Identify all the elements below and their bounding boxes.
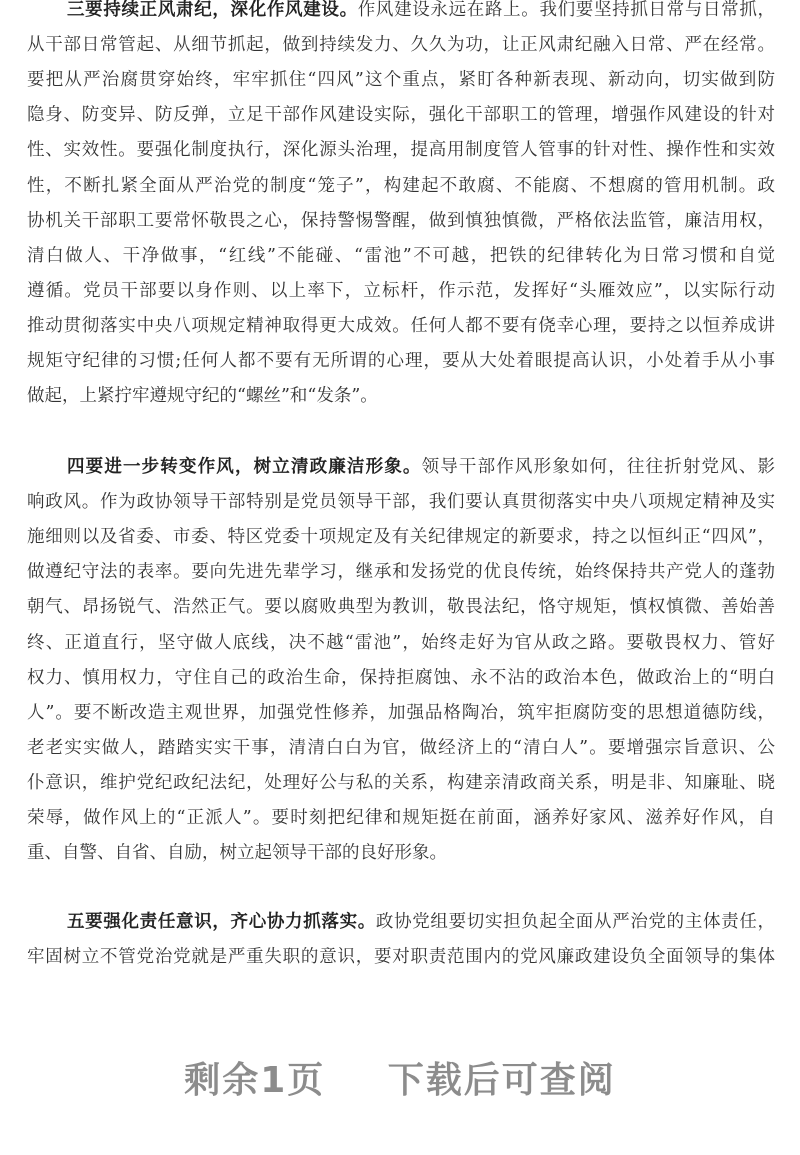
paragraph-line: 荣辱，做作风上的“正派人”。要时刻把纪律和规矩挺在前面，涵养好家风、滋养好作风，自: [27, 808, 775, 828]
paragraph-line: 人”。要不断改造主观世界，加强党性修养，加强品格陶冶，筑牢拒腐防变的思想道德防线，: [27, 702, 775, 723]
paragraph-line: 隐身、防变异、防反弹，立足干部作风建设实际，强化干部职工的管理，增强作风建设的针对: [27, 105, 775, 126]
paragraph-line: 做起，上紧拧牢遵规守纪的“螺丝”和“发条”。: [27, 386, 378, 407]
paragraph-text: 作风建设永远在路上。我们要坚持抓日常与日常抓，: [357, 0, 776, 20]
paragraph-line: 性，不断扎紧全面从严治党的制度“笼子”，构建起不敢腐、不能腐、不想腐的管用机制。政: [27, 175, 775, 196]
paragraph-line: 推动贯彻落实中央八项规定精神取得更大成效。任何人都不要有侥幸心理，要持之以恒养成讲: [27, 315, 775, 336]
paragraph-heading: 三要持续正风肃纪，深化作风建设。: [67, 0, 358, 20]
paragraph-line: 权力、慎用权力，守住自己的政治生命，保持拒腐蚀、永不沾的政治本色，做政治上的“明白: [27, 667, 775, 688]
paragraph-line: 老老实实做人，踏踏实实干事，清清白白为官，做经济上的“清白人”。要增强宗旨意识、公: [27, 737, 775, 758]
paragraph-line: 重、自警、自省、自励，树立起领导干部的良好形象。: [27, 843, 447, 864]
paragraph-line: 朝气、昂扬锐气、浩然正气。要以腐败典型为教训，敬畏法纪，恪守规矩，慎权慎微、善始善: [27, 597, 775, 618]
paragraph-line: 要把从严治腐贯穿始终，牢牢抓住“四风”这个重点，紧盯各种新表现、新动向，切实做到防: [27, 70, 775, 91]
remaining-pages-text: 剩余1页: [184, 1060, 326, 1101]
paragraph-text: 领导干部作风形象如何，往往折射党风、影: [421, 457, 776, 477]
paragraph-line: 终、正道直行，坚守做人底线，决不越“雷池”，始终走好为官从政之路。要敬畏权力、管好: [27, 632, 775, 653]
paragraph-line: 规矩守纪律的习惯;任何人都不要有无所谓的心理，要从大处着眼提高认识，小处着手从小事: [27, 351, 775, 371]
paragraph-first-line: [67, 904, 775, 940]
paragraph-line: 性、实效性。要强化制度执行，深化源头治理，提高用制度管人管事的针对性、操作性和实效: [27, 140, 775, 161]
paragraph-line: 施细则以及省委、市委、特区党委十项规定及有关纪律规定的新要求，持之以恒纠正“四风”，: [27, 527, 775, 548]
paragraph-first-line: [67, 449, 775, 485]
paragraph-line: 协机关干部职工要常怀敬畏之心，保持警惕警醒，做到慎独慎微，严格依法监管，廉洁用权，: [27, 210, 775, 231]
paragraph-line: 从干部日常管起、从细节抓起，做到持续发力、久久为功，让正风肃纪融入日常、严在经常。: [27, 35, 775, 56]
download-banner[interactable]: [0, 1052, 800, 1103]
paragraph-first-line: [67, 0, 775, 28]
paragraph-line: 仆意识，维护党纪政纪法纪，处理好公与私的关系，构建亲清政商关系，明是非、知廉耻、晓: [27, 772, 775, 793]
paragraph-line: 清白做人、干净做事，“红线”不能碰、“雷池”不可越，把铁的纪律转化为日常习惯和自觉: [27, 245, 775, 266]
paragraph-line: 响政风。作为政协领导干部特别是党员领导干部，我们要认真贯彻落实中央八项规定精神及实: [27, 492, 775, 513]
paragraph-line: 做遵纪守法的表率。要向先进先辈学习，继承和发扬党的优良传统，始终保持共产党人的蓬勃: [27, 562, 775, 583]
download-prompt-text: 下载后可查阅: [387, 1060, 616, 1101]
paragraph-line: 遵循。党员干部要以身作则、以上率下，立标杆，作示范，发挥好“头雁效应”，以实际行动: [27, 280, 775, 301]
paragraph-heading: 四要进一步转变作风，树立清政廉洁形象。: [67, 457, 422, 477]
paragraph-line: 牢固树立不管党治党就是严重失职的意识，要对职责范围内的党风廉政建设负全面领导的集体: [27, 947, 775, 968]
paragraph-text: 政协党组要切实担负起全面从严治党的主体责任，: [375, 912, 776, 932]
paragraph-heading: 五要强化责任意识，齐心协力抓落实。: [67, 912, 376, 932]
